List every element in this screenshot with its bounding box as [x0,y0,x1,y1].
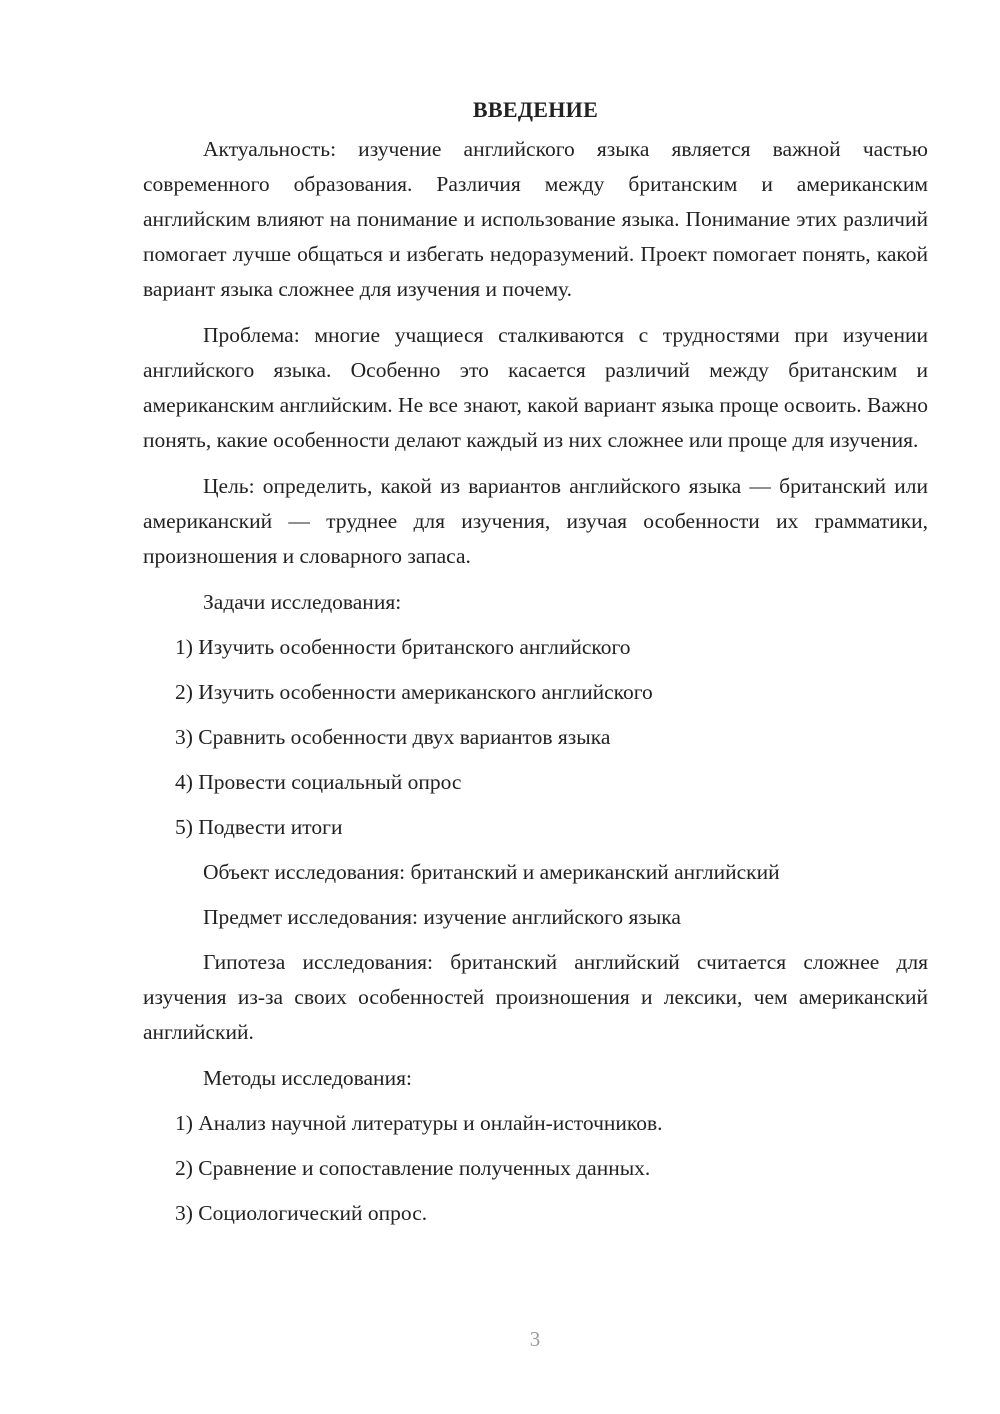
task-item-2: 2) Изучить особенности американского английского [175,680,653,704]
method-item-1: 1) Анализ научной литературы и онлайн-источников. [175,1111,663,1135]
research-object: Объект исследования: британский и американский английский [203,860,780,884]
research-subject: Предмет исследования: изучение английского языка [203,905,681,929]
page-number: 3 [529,1327,541,1351]
method-item-2: 2) Сравнение и сопоставление полученных данных. [175,1156,651,1180]
task-item-4: 4) Провести социальный опрос [175,770,462,794]
task-item-3: 3) Сравнить особенности двух вариантов языка [175,725,611,749]
relevance-paragraph: Актуальность: изучение английского языка является важной частью современного образования. Различия между британским и американским английским влияют на понимание и использование языка. Понимание этих различий помогает лучше общаться и избегать недоразумений. Проект помогает понять, какой вариант языка сложнее для изучения и почему. [143,137,928,301]
goal-paragraph: Цель: определить, какой из вариантов английского языка — британский или американский — труднее для изучения, изучая особенности их грамматики, произношения и словарного запаса. [143,474,928,568]
methods-label: Методы исследования: [203,1066,412,1090]
task-item-5: 5) Подвести итоги [175,815,343,839]
hypothesis-paragraph: Гипотеза исследования: британский английский считается сложнее для изучения из-за своих особенностей произношения и лексики, чем американский английский. [143,950,928,1044]
document-page [143,92,928,1241]
task-item-1: 1) Изучить особенности британского английского [175,635,631,659]
tasks-label: Задачи исследования: [203,590,402,614]
section-title: ВВЕДЕНИЕ [472,97,599,122]
problem-paragraph: Проблема: многие учащиеся сталкиваются с трудностями при изучении английского языка. Особенно это касается различий между британским и американским английским. Не все знают, какой вариант языка проще освоить. Важно понять, какие особенности делают каждый из них сложнее или проще для изучения. [143,323,928,452]
method-item-3: 3) Социологический опрос. [175,1201,428,1225]
